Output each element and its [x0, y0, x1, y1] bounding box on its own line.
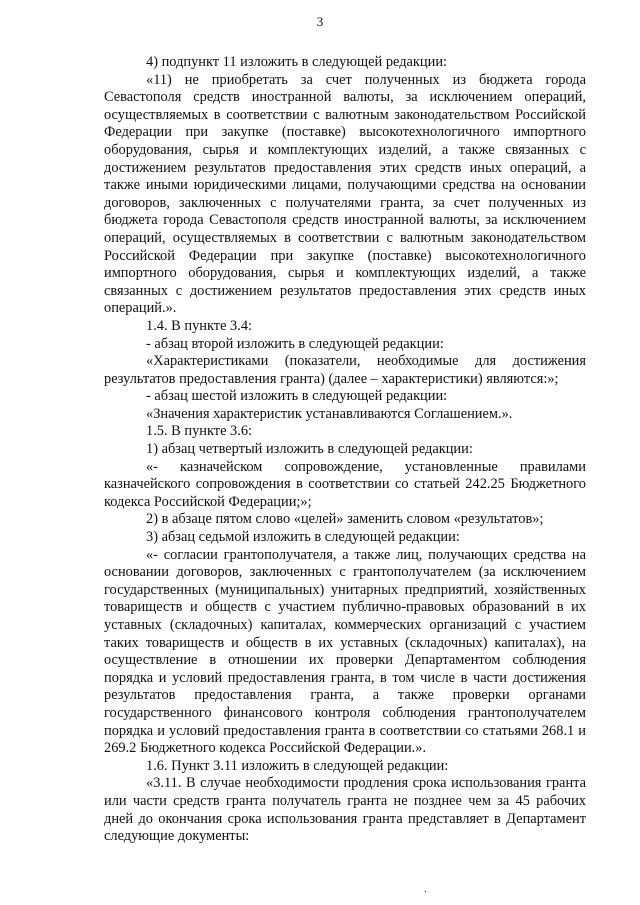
paragraph: 1.6. Пункт 3.11 изложить в следующей редакции:	[146, 757, 449, 774]
page-mark: .	[424, 884, 427, 895]
paragraph: 1.4. В пункте 3.4:	[146, 317, 253, 334]
document-body	[104, 54, 586, 846]
paragraph: 1) абзац четвертый изложить в следующей редакции:	[146, 441, 473, 458]
paragraph: - абзац шестой изложить в следующей редакции:	[146, 388, 448, 405]
paragraph: 3) абзац седьмой изложить в следующей редакции:	[146, 529, 460, 546]
paragraph: «Значения характеристик устанавливаются Соглашением.».	[146, 405, 513, 422]
paragraph: «11) не приобретать за счет полученных из бюджета города Севастополя средств иностранной валюты, за исключением операций, осуществляемых в соответствии с валютным законодательством Российской Федерации при закупке (поставке) высокотехнологичного импортного оборудования, сырья и комплектующих изделий, а также связанных с достижением результатов предоставления этих средств иных операций, а также иными юридическими лицами, получающими средства на основании договоров, заключенных с получателями гранта, за счет полученных из бюджета города Севастополя средств иностранной валюты, за исключением операций, осуществляемых в соответствии с валютным законодательством Российской Федерации при закупке (поставке) высокотехнологичного импортного оборудования, сырья и комплектующих изделий, а также связанных с достижением результатов предоставления этих средств иных операций.».	[104, 71, 586, 317]
paragraph: 1.5. В пункте 3.6:	[146, 423, 253, 440]
paragraph: «- казначейском сопровождение, установленные правилами казначейского сопровождения в соответствии со статьей 242.25 Бюджетного кодекса Российской Федерации;»;	[104, 458, 586, 510]
paragraph: 2) в абзаце пятом слово «целей» заменить словом «результатов»;	[146, 511, 544, 528]
paragraph: «Характеристиками (показатели, необходимые для достижения результатов предоставления гранта) (далее – характеристики) являются:»;	[104, 353, 586, 387]
paragraph: 4) подпункт 11 изложить в следующей редакции:	[146, 54, 448, 70]
paragraph: - абзац второй изложить в следующей редакции:	[146, 335, 444, 352]
paragraph: «- согласии грантополучателя, а также лиц, получающих средства на основании договоров, заключенных с грантополучателем (за исключением государственных (муниципальных) унитарных предприятий, хозяйственных товариществ и обществ с участием публично-правовых образований в их уставных (складочных) капиталах, коммерческих организаций с участием таких товариществ и обществ в их уставных (складочных) капиталах), на осуществление в отношении их проверки Департаментом соблюдения порядка и условий предоставления гранта, в том числе в части достижения результатов предоставления гранта, а также проверки органами государственного финансового контроля соблюдения грантополучателем порядка и условий предоставления гранта в соответствии со статьями 268.1 и 269.2 Бюджетного кодекса Российской Федерации.».	[104, 546, 586, 757]
page-number: 3	[316, 14, 324, 29]
paragraph: «3.11. В случае необходимости продления срока использования гранта или части средств гранта получатель гранта не позднее чем за 45 рабочих дней до окончания срока использования гранта представляет в Департамент следующие документы:	[104, 775, 586, 845]
